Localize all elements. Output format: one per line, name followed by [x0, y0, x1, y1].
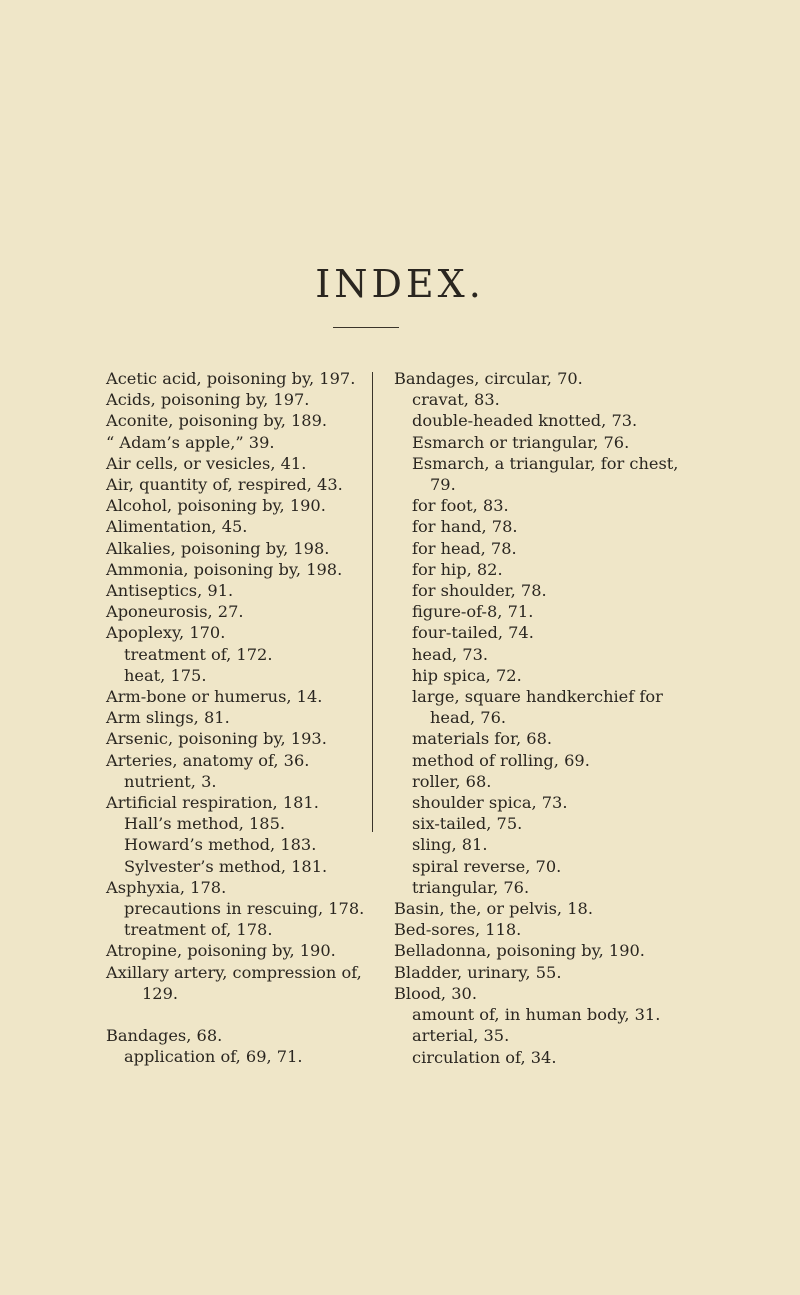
index-entry: “ Adam’s apple,” 39. — [106, 432, 275, 452]
entry-spacer — [106, 1004, 368, 1025]
column-divider — [372, 372, 373, 832]
index-subentry: for shoulder, 78. — [412, 581, 547, 601]
page-title: INDEX. — [315, 262, 485, 306]
index-subentry: four-tailed, 74. — [412, 623, 534, 643]
index-entry: Asphyxia, 178. — [106, 877, 227, 897]
index-subentry: for foot, 83. — [412, 496, 509, 516]
index-entry: Apoplexy, 170. — [106, 623, 226, 643]
index-entry: Aponeurosis, 27. — [106, 602, 244, 622]
index-subentry: for hand, 78. — [412, 517, 518, 537]
index-entry: Arm slings, 81. — [106, 708, 230, 728]
index-subentry: method of rolling, 69. — [412, 750, 590, 770]
index-entry: Bandages, circular, 70. — [394, 369, 583, 388]
index-subentry: treatment of, 172. — [124, 644, 273, 664]
index-subentry: cravat, 83. — [412, 390, 500, 410]
index-entry-continuation: head, 76. — [430, 708, 507, 728]
index-entry: Acetic acid, poisoning by, 197. — [106, 369, 356, 388]
index-entry: Aconite, poisoning by, 189. — [106, 411, 328, 431]
index-entry: Bandages, 68. — [106, 1026, 223, 1046]
index-subentry: spiral reverse, 70. — [412, 856, 562, 876]
index-entry-continuation: 129. — [142, 983, 179, 1003]
index-subentry: sling, 81. — [412, 835, 488, 855]
index-entry: Alkalies, poisoning by, 198. — [106, 538, 330, 558]
index-subentry: figure-of-8, 71. — [412, 602, 534, 622]
index-subentry: amount of, in human body, 31. — [412, 1005, 661, 1025]
index-subentry: shoulder spica, 73. — [412, 793, 568, 813]
index-entry: Arm-bone or humerus, 14. — [106, 687, 323, 707]
index-column-left — [106, 368, 368, 1068]
index-subentry: Esmarch, a triangular, for chest, — [412, 453, 679, 473]
index-subentry: treatment of, 178. — [124, 920, 273, 940]
index-entry: Air, quantity of, respired, 43. — [106, 475, 343, 495]
index-subentry: heat, 175. — [124, 665, 207, 685]
index-subentry: for head, 78. — [412, 538, 517, 558]
index-subentry: arterial, 35. — [412, 1026, 510, 1046]
index-subentry: hip spica, 72. — [412, 665, 522, 685]
index-entry: Arteries, anatomy of, 36. — [106, 750, 310, 770]
index-entry: Bladder, urinary, 55. — [394, 962, 562, 982]
index-subentry: for hip, 82. — [412, 559, 503, 579]
index-subentry: double-headed knotted, 73. — [412, 411, 638, 431]
index-subentry: Howard’s method, 183. — [124, 835, 317, 855]
index-entry: Arsenic, poisoning by, 193. — [106, 729, 327, 749]
index-entry: Artificial respiration, 181. — [106, 793, 319, 813]
index-subentry: materials for, 68. — [412, 729, 553, 749]
index-subentry: Sylvester’s method, 181. — [124, 856, 328, 876]
title-rule — [333, 327, 399, 328]
index-entry: Belladonna, poisoning by, 190. — [394, 941, 645, 961]
index-entry: Alimentation, 45. — [106, 517, 248, 537]
index-entry: Ammonia, poisoning by, 198. — [106, 559, 343, 579]
index-subentry: application of, 69, 71. — [124, 1047, 303, 1067]
index-subentry: circulation of, 34. — [412, 1047, 557, 1067]
index-entry-continuation: 79. — [430, 475, 456, 495]
index-subentry: Esmarch or triangular, 76. — [412, 432, 630, 452]
index-entry: Basin, the, or pelvis, 18. — [394, 899, 593, 919]
index-subentry: nutrient, 3. — [124, 771, 217, 791]
index-entry: Blood, 30. — [394, 983, 477, 1003]
index-entry: Bed-sores, 118. — [394, 920, 522, 940]
index-entry: Antiseptics, 91. — [106, 581, 234, 601]
index-entry: Axillary artery, compression of, — [106, 962, 362, 982]
index-entry: Alcohol, poisoning by, 190. — [106, 496, 326, 516]
index-subentry: head, 73. — [412, 644, 489, 664]
index-entry: Atropine, poisoning by, 190. — [106, 941, 336, 961]
index-column-right — [394, 368, 690, 1068]
index-entry: Acids, poisoning by, 197. — [106, 390, 310, 410]
index-subentry: precautions in rescuing, 178. — [124, 899, 365, 919]
index-entry: Air cells, or vesicles, 41. — [106, 453, 307, 473]
index-subentry: roller, 68. — [412, 771, 492, 791]
index-subentry: Hall’s method, 185. — [124, 814, 286, 834]
index-subentry: six-tailed, 75. — [412, 814, 523, 834]
index-subentry: triangular, 76. — [412, 877, 530, 897]
index-subentry: large, square handkerchief for — [412, 687, 663, 707]
